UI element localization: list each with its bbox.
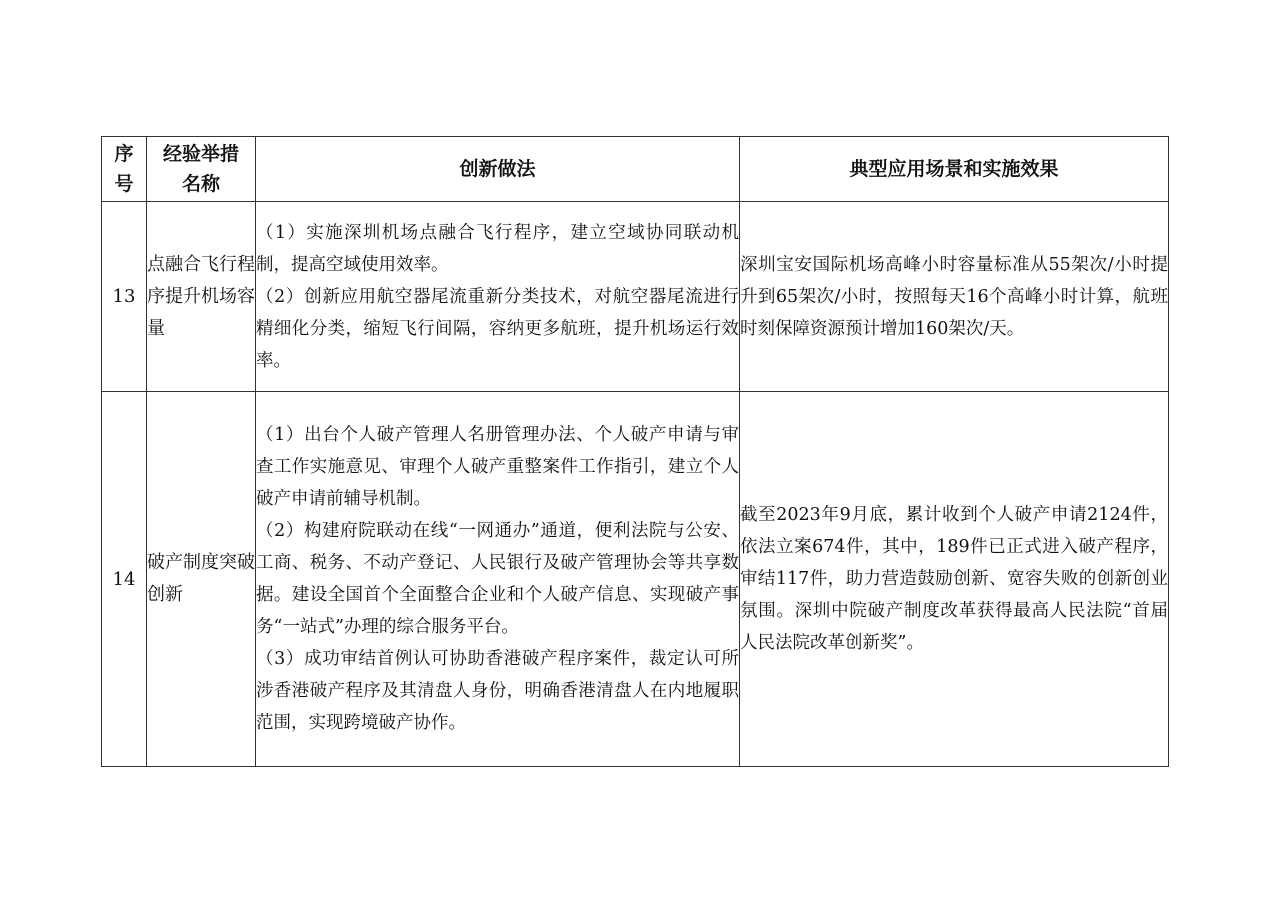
table-row: [102, 202, 1169, 392]
practice-item: （1）实施深圳机场点融合飞行程序，建立空域协同联动机制，提高空域使用效率。: [256, 222, 739, 275]
measures-table: [101, 136, 1169, 767]
row-name: [147, 392, 256, 767]
header-practice: 创新做法: [256, 137, 740, 202]
header-seq-line1: 序: [114, 143, 134, 165]
table-row: [102, 392, 1169, 767]
row-seq: 14: [102, 392, 147, 767]
row-seq: 13: [102, 202, 147, 392]
practice-item: （2）构建府院联动在线“一网通办”通道，便利法院与公安、工商、税务、不动产登记、人民银行及破产管理协会等共享数据。建设全国首个全面整合企业和个人破产信息、实现破产事务“一站式”办理的综合服务平台。: [256, 521, 739, 637]
header-name-line1: 经验举措: [162, 143, 239, 165]
row-name-text: 点融合飞行程序提升机场容量: [147, 253, 255, 339]
row-effect: 截至2023年9月底，累计收到个人破产申请2124件，依法立案674件，其中，189件已正式进入破产程序，审结117件，助力营造鼓励创新、宽容失败的创新创业氛围。深圳中院破产制度改革获得最高人民法院“首届人民法院改革创新奖”。: [740, 392, 1169, 767]
practice-item: （1）出台个人破产管理人名册管理办法、个人破产申请与审查工作实施意见、审理个人破产重整案件工作指引，建立个人破产申请前辅导机制。: [256, 425, 739, 509]
header-seq: [102, 137, 147, 202]
row-practice: [256, 392, 740, 767]
practice-item: （3）成功审结首例认可协助香港破产程序案件，裁定认可所涉香港破产程序及其清盘人身份，明确香港清盘人在内地履职范围，实现跨境破产协作。: [256, 649, 739, 733]
row-name-text: 破产制度突破创新: [147, 552, 255, 605]
row-name: [147, 202, 256, 392]
table-header-row: [102, 137, 1169, 202]
header-name-line2: 名称: [181, 173, 220, 195]
row-practice: [256, 202, 740, 392]
header-effect: 典型应用场景和实施效果: [740, 137, 1169, 202]
practice-item: （2）创新应用航空器尾流重新分类技术，对航空器尾流进行精细化分类，缩短飞行间隔，容纳更多航班，提升机场运行效率。: [256, 286, 739, 371]
header-name: [147, 137, 256, 202]
row-effect: 深圳宝安国际机场高峰小时容量标准从55架次/小时提升到65架次/小时，按照每天16个高峰小时计算，航班时刻保障资源预计增加160架次/天。: [740, 202, 1169, 392]
header-seq-line2: 号: [114, 173, 134, 195]
